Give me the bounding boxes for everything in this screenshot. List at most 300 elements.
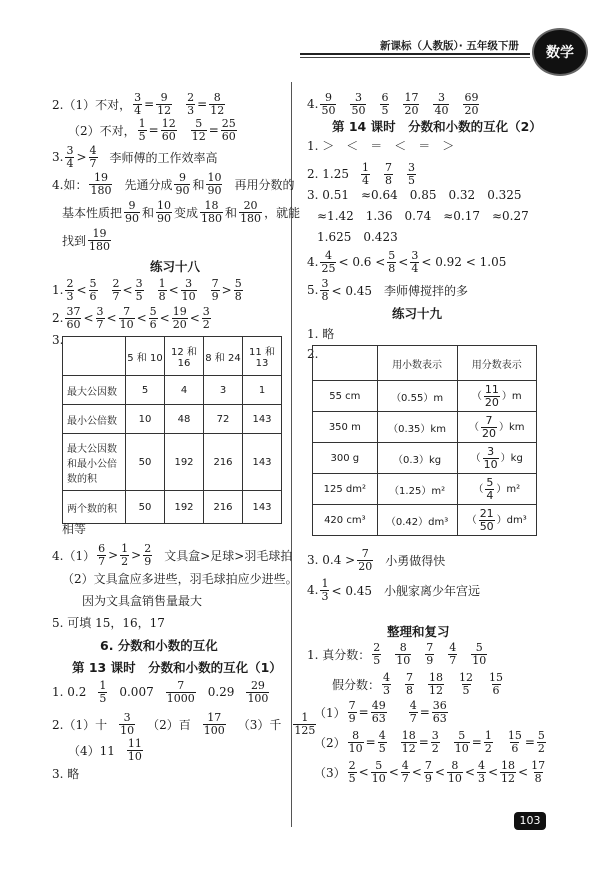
fraction <box>500 760 516 784</box>
denominator: 4 <box>411 261 419 275</box>
section-6-title: 6. 分数和小数的互化 <box>100 638 218 653</box>
table-cell: 最大公因数和最小公倍数的积 <box>63 434 126 491</box>
fraction <box>537 730 546 754</box>
header-cell: 用小数表示 <box>377 346 457 381</box>
fraction <box>454 730 470 754</box>
table-cell: 5 <box>126 376 165 405</box>
denominator: 9 <box>144 554 152 568</box>
denominator: 10 <box>483 457 498 471</box>
fraction <box>507 730 523 754</box>
text: 找到 <box>62 233 87 248</box>
numerator: 5 <box>89 277 97 290</box>
paren: （ <box>473 484 484 495</box>
paren: （ <box>468 422 479 433</box>
numerator: 18 <box>501 759 516 772</box>
fraction <box>221 118 237 142</box>
numerator: 3 <box>134 91 142 104</box>
text: 基本性质把 <box>62 205 123 220</box>
table-row <box>313 412 537 443</box>
numerator: 7 <box>426 641 434 654</box>
denominator: 9 <box>426 653 434 667</box>
numerator: 2 <box>144 542 152 555</box>
text: ≈1.42 1.36 0.74 ≈0.17 ≈0.27 <box>317 209 529 223</box>
text: 和 <box>192 177 205 192</box>
numerator: 19 <box>93 171 108 184</box>
denominator: 7 <box>401 771 409 785</box>
numerator: 3 <box>123 711 131 724</box>
fraction <box>88 228 111 252</box>
fraction <box>203 712 226 736</box>
denominator: 20 <box>404 103 419 117</box>
fraction <box>471 642 487 666</box>
answer-line <box>314 730 548 754</box>
denominator: 90 <box>125 211 140 225</box>
denominator: 5 <box>138 129 146 143</box>
lesson-13-title: 第 13 课时 分数和小数的互化（1） <box>72 660 282 675</box>
denominator: 90 <box>207 183 222 197</box>
fraction <box>181 278 197 302</box>
denominator: 12 <box>429 683 444 697</box>
fraction <box>484 730 493 754</box>
numerator: 1 <box>99 679 107 692</box>
denominator: 8 <box>388 261 396 275</box>
numerator: 29 <box>250 679 265 692</box>
text: = <box>358 705 369 720</box>
unit-conversion-table <box>312 345 537 536</box>
text: = <box>208 123 219 138</box>
numerator: 9 <box>128 199 136 212</box>
table-cell: 1 <box>243 376 282 405</box>
text: < <box>358 765 369 780</box>
table-row <box>63 376 282 405</box>
table-row <box>63 405 282 434</box>
numerator: 8 <box>451 759 459 772</box>
numerator: 69 <box>464 91 479 104</box>
fraction <box>161 118 177 142</box>
text: < <box>434 765 445 780</box>
text: （2）文具盒应多进些，羽毛球拍应少进些。 <box>62 572 298 586</box>
text: 李师傅的工作效率高 <box>109 150 218 165</box>
denominator: 7 <box>98 554 106 568</box>
text: 先通分成 <box>124 177 173 192</box>
fraction <box>98 680 107 704</box>
numerator: 12 <box>161 117 176 130</box>
text: （2）百 <box>147 717 191 732</box>
answer-line <box>317 228 398 245</box>
answer-line <box>307 92 481 116</box>
numerator: 2 <box>66 277 74 290</box>
numerator: 18 <box>429 671 444 684</box>
fraction <box>348 760 357 784</box>
table-cell: 最小公倍数 <box>63 405 126 434</box>
numerator: 8 <box>399 641 407 654</box>
table-cell: 216 <box>204 434 243 491</box>
fraction <box>409 700 418 724</box>
numerator: 7 <box>177 679 185 692</box>
numerator: 19 <box>92 227 107 240</box>
numerator: 8 <box>213 91 221 104</box>
fraction <box>425 642 434 666</box>
numerator: 1 <box>138 117 146 130</box>
text: < <box>189 311 200 326</box>
text: > <box>76 150 87 165</box>
denominator: 2 <box>484 741 492 755</box>
fraction <box>403 92 419 116</box>
numerator: 37 <box>66 305 81 318</box>
fraction <box>209 92 225 116</box>
text: < <box>168 283 179 298</box>
numerator: 9 <box>160 91 168 104</box>
numerator: 7 <box>424 759 432 772</box>
text: 5. <box>307 283 319 298</box>
denominator: 8 <box>534 771 542 785</box>
paren: （ <box>471 391 482 402</box>
unit: ）km <box>498 422 525 433</box>
numerator: 3 <box>431 729 439 742</box>
fraction <box>431 730 440 754</box>
fraction <box>483 446 499 470</box>
text: （2）不对， <box>68 123 136 138</box>
text: 5. 可填 15，16，17 <box>52 616 165 630</box>
table-cell: （0.55）m <box>377 381 457 412</box>
numerator: 6 <box>381 91 389 104</box>
exercise-18-title: 练习十八 <box>150 259 201 274</box>
denominator: 63 <box>432 711 447 725</box>
fraction <box>382 672 391 696</box>
text: 4. <box>307 97 319 112</box>
denominator: 25 <box>321 261 336 275</box>
unit: ）m <box>501 391 522 402</box>
table-cell: 216 <box>204 491 243 524</box>
denominator: 4 <box>66 156 74 170</box>
answer-line <box>62 520 86 537</box>
numerator: 7 <box>123 305 131 318</box>
answer-line <box>307 162 418 186</box>
denominator: 10 <box>181 289 196 303</box>
fraction <box>348 700 357 724</box>
fraction <box>89 172 112 196</box>
text: < <box>76 283 87 298</box>
math-logo: 数学 <box>532 28 588 76</box>
table-cell: 最大公因数 <box>63 376 126 405</box>
denominator: 2 <box>121 554 129 568</box>
answer-line <box>68 118 239 142</box>
denominator: 4 <box>134 103 142 117</box>
numerator: 15 <box>507 729 522 742</box>
denominator: 180 <box>90 183 112 197</box>
text: 因为文具盒销售量最大 <box>82 594 203 608</box>
text: < <box>518 765 529 780</box>
denominator: 8 <box>406 683 414 697</box>
denominator: 9 <box>348 711 356 725</box>
denominator: 5 <box>462 683 470 697</box>
numerator: 5 <box>486 475 494 489</box>
fraction <box>405 672 414 696</box>
answer-line <box>314 760 548 784</box>
answer-line <box>52 712 318 736</box>
text: = <box>419 705 430 720</box>
denominator: 3 <box>66 289 74 303</box>
header-rule-thin <box>300 57 530 58</box>
numerator: 8 <box>352 729 360 742</box>
denominator: 12 <box>401 741 416 755</box>
fraction <box>138 118 147 142</box>
fraction <box>119 306 135 330</box>
denominator: 9 <box>211 289 219 303</box>
text: > <box>131 548 142 563</box>
text: 4. <box>307 255 319 270</box>
numerator: 25 <box>221 117 236 130</box>
text: < <box>464 765 475 780</box>
numerator: 3 <box>354 91 362 104</box>
table-cell: （0.35）km <box>377 412 457 443</box>
denominator: 1000 <box>166 691 195 705</box>
fraction <box>378 730 387 754</box>
fraction <box>65 306 81 330</box>
denominator: 2 <box>202 317 210 331</box>
denominator: 4 <box>486 488 494 502</box>
fraction <box>320 92 336 116</box>
fraction <box>410 250 419 274</box>
text: < <box>159 311 170 326</box>
numerator: 18 <box>204 199 219 212</box>
numerator: 7 <box>348 699 356 712</box>
fraction <box>380 92 389 116</box>
denominator: 7 <box>89 156 97 170</box>
answer-line <box>52 614 165 631</box>
numerator: 6 <box>98 542 106 555</box>
fraction <box>488 672 504 696</box>
answer-line <box>52 543 292 567</box>
fraction <box>401 730 417 754</box>
denominator: 5 <box>99 691 107 705</box>
text: 0.007 <box>119 685 154 700</box>
denominator: 10 <box>472 653 487 667</box>
text: < <box>136 311 147 326</box>
answer-line <box>307 186 522 203</box>
numerator: 5 <box>234 277 242 290</box>
denominator: 5 <box>381 103 389 117</box>
fraction <box>530 760 546 784</box>
answer-line <box>52 278 245 302</box>
fraction <box>424 760 433 784</box>
denominator: 8 <box>158 289 166 303</box>
table-cell: （1.25）m² <box>377 474 457 505</box>
table-row <box>63 491 282 524</box>
denominator: 3 <box>383 683 391 697</box>
fraction <box>65 145 74 169</box>
denominator: 20 <box>172 317 187 331</box>
denominator: 7 <box>112 289 120 303</box>
fraction <box>432 700 448 724</box>
denominator: 50 <box>351 103 366 117</box>
text: < <box>398 255 409 270</box>
answer-line <box>307 548 445 572</box>
fraction <box>211 278 220 302</box>
fraction <box>200 200 223 224</box>
fraction <box>448 642 457 666</box>
text: < 0.45 李师傅搅拌的多 <box>331 283 469 298</box>
denominator: 5 <box>407 173 415 187</box>
denominator: 10 <box>371 771 386 785</box>
fraction <box>371 760 387 784</box>
table-row <box>313 505 537 536</box>
fraction <box>191 118 207 142</box>
denominator: 90 <box>175 183 190 197</box>
numerator: 4 <box>409 699 417 712</box>
fraction <box>407 162 416 186</box>
fraction <box>234 278 243 302</box>
text: = <box>524 735 535 750</box>
fraction <box>320 578 329 602</box>
denominator: 6 <box>511 741 519 755</box>
numerator: 11 <box>484 382 499 396</box>
denominator: 50 <box>479 519 494 533</box>
denominator: 60 <box>66 317 81 331</box>
text: 4.如： <box>52 177 88 192</box>
numerator: 2 <box>373 641 381 654</box>
fraction <box>481 415 497 439</box>
denominator: 4 <box>361 173 369 187</box>
text: 4.（1） <box>52 548 96 563</box>
fraction <box>350 92 366 116</box>
table-cell: 48 <box>165 405 204 434</box>
numerator: 5 <box>388 249 396 262</box>
text: 和 <box>225 205 238 220</box>
table-cell <box>457 412 537 443</box>
fraction <box>124 200 140 224</box>
numerator: 5 <box>375 759 383 772</box>
numerator: 3 <box>321 277 329 290</box>
numerator: 3 <box>437 91 445 104</box>
fraction <box>119 712 135 736</box>
denominator: 100 <box>203 723 225 737</box>
text: 3. 略 <box>52 767 80 781</box>
numerator: 7 <box>485 413 493 427</box>
table-cell: 两个数的积 <box>63 491 126 524</box>
text: （1） <box>314 705 346 720</box>
denominator: 60 <box>161 129 176 143</box>
numerator: 5 <box>149 305 157 318</box>
table-row <box>313 474 537 505</box>
denominator: 5 <box>378 741 386 755</box>
text: < <box>411 765 422 780</box>
text: = <box>365 735 376 750</box>
answer-line <box>314 700 450 724</box>
denominator: 6 <box>492 683 500 697</box>
review-title: 整理和复习 <box>387 624 450 639</box>
text: > <box>108 548 119 563</box>
unit: ）dm³ <box>496 515 527 526</box>
fraction <box>293 712 316 736</box>
header-cell: 用分数表示 <box>457 346 537 381</box>
text: 2. <box>52 311 64 326</box>
denominator: 5 <box>135 289 143 303</box>
fraction <box>361 162 370 186</box>
numerator: 1 <box>158 277 166 290</box>
answer-line <box>332 672 506 696</box>
table-cell: 55 cm <box>313 381 378 412</box>
header-cell <box>313 346 378 381</box>
numerator: 7 <box>361 547 369 560</box>
table-cell: 10 <box>126 405 165 434</box>
denominator: 3 <box>477 771 485 785</box>
denominator: 6 <box>149 317 157 331</box>
header-cell: 12 和 16 <box>165 337 204 376</box>
table-cell: 4 <box>165 376 204 405</box>
denominator: 10 <box>396 653 411 667</box>
numerator: 10 <box>207 171 222 184</box>
fraction <box>135 278 144 302</box>
numerator: 49 <box>371 699 386 712</box>
answer-line <box>68 738 145 762</box>
numerator: 20 <box>243 199 258 212</box>
table-header-row <box>63 337 282 376</box>
text: 3. 0.4 > <box>307 553 356 568</box>
text: 小勇做得快 <box>385 553 446 568</box>
numerator: 4 <box>383 671 391 684</box>
table-row <box>313 381 537 412</box>
exercise-19-title: 练习十九 <box>392 306 443 321</box>
text: < <box>122 283 133 298</box>
fraction <box>158 278 167 302</box>
text: 0.29 <box>207 685 235 700</box>
numerator: 3 <box>135 277 143 290</box>
page-number: 103 <box>514 812 546 830</box>
answer-line <box>307 137 454 154</box>
fraction <box>371 700 387 724</box>
table-header-row <box>313 346 537 381</box>
denominator: 40 <box>434 103 449 117</box>
numerator: 12 <box>459 671 474 684</box>
text: = <box>471 735 482 750</box>
fraction <box>395 642 411 666</box>
table-row <box>313 443 537 474</box>
text: = <box>418 735 429 750</box>
numerator: 3 <box>96 305 104 318</box>
text: （3）千 <box>237 717 282 732</box>
text: 1.625 0.423 <box>317 230 398 244</box>
fraction <box>112 278 121 302</box>
numerator: 5 <box>475 641 483 654</box>
unit: ）kg <box>500 453 523 464</box>
numerator: 4 <box>401 759 409 772</box>
denominator: 10 <box>454 741 469 755</box>
numerator: 2 <box>187 91 195 104</box>
table-cell: 420 cm³ <box>313 505 378 536</box>
answer-line <box>52 92 227 116</box>
numerator: 17 <box>207 711 222 724</box>
numerator: 10 <box>157 199 172 212</box>
answer-line <box>307 578 480 602</box>
fraction <box>186 92 195 116</box>
text: 2. <box>307 347 319 361</box>
table-cell: 192 <box>165 491 204 524</box>
fraction <box>357 548 373 572</box>
fraction <box>120 543 129 567</box>
denominator: 20 <box>464 103 479 117</box>
text: 3. <box>52 333 64 347</box>
denominator: 8 <box>234 289 242 303</box>
answer-line <box>82 592 202 609</box>
numerator: 36 <box>432 699 447 712</box>
numerator: 17 <box>531 759 546 772</box>
numerator: 1 <box>121 542 129 555</box>
lesson-14-title: 第 14 课时 分数和小数的互化（2） <box>332 119 542 134</box>
table-cell: 50 <box>126 491 165 524</box>
table-cell: （0.3）kg <box>377 443 457 474</box>
denominator: 12 <box>191 129 206 143</box>
